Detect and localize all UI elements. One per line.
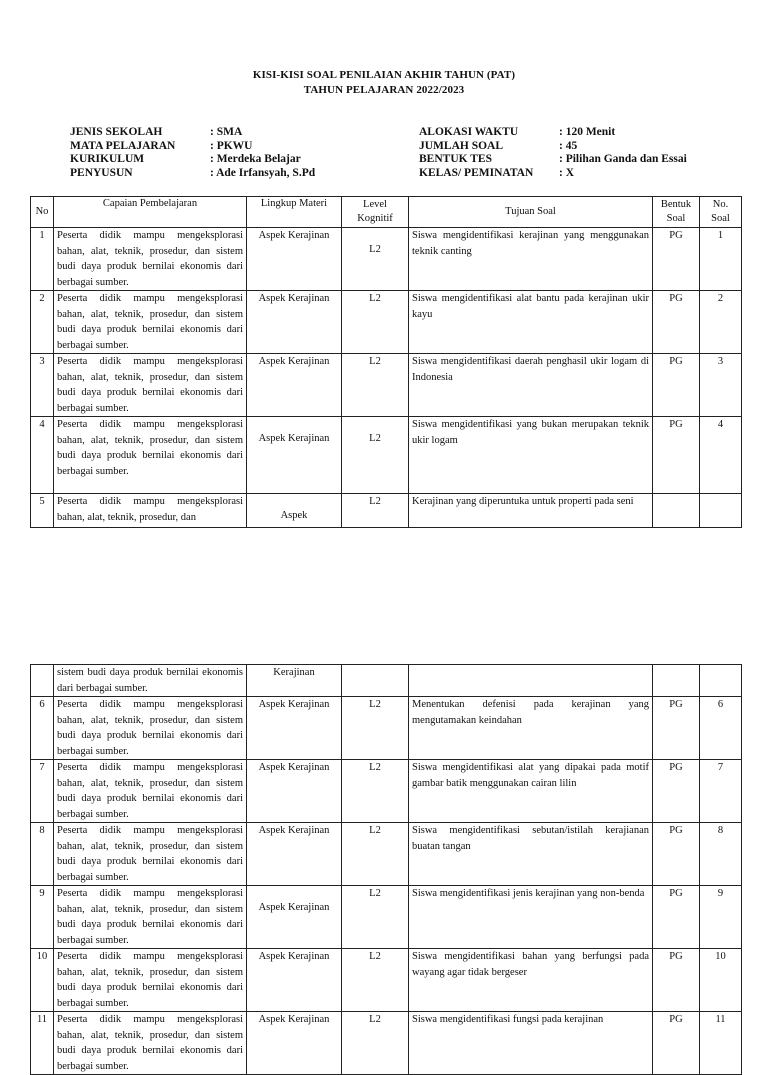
cell-capaian: Peserta didik mampu mengeksplorasi bahan, alat, teknik, prosedur, dan sistem budi daya produk bernilai ekonomis dari berbagai sumber. <box>54 291 247 354</box>
cell-level: L2 <box>342 291 409 354</box>
cell-bentuk: PG <box>653 823 700 886</box>
meta-label: MATA PELAJARAN <box>70 139 176 152</box>
cell-no: 4 <box>31 417 54 494</box>
cell-lingkup: Aspek Kerajinan <box>247 697 342 760</box>
table-row-continued <box>31 665 742 697</box>
meta-left-labels <box>70 126 175 180</box>
cell-nosoal: 2 <box>700 291 742 354</box>
cell-level: L2 <box>342 760 409 823</box>
cell-capaian: Peserta didik mampu mengeksplorasi bahan, alat, teknik, prosedur, dan sistem budi daya produk bernilai ekonomis dari berbagai sumber. <box>54 697 247 760</box>
cell-lingkup: Kerajinan <box>247 665 342 697</box>
cell-lingkup: Aspek Kerajinan <box>247 291 342 354</box>
cell-capaian: Peserta didik mampu mengeksplorasi bahan, alat, teknik, prosedur, dan <box>54 494 247 528</box>
cell-bentuk: PG <box>653 949 700 1012</box>
meta-value: : Ade Irfansyah, S.Pd <box>210 166 316 179</box>
cell-tujuan <box>409 665 653 697</box>
cell-capaian: Peserta didik mampu mengeksplorasi bahan, alat, teknik, prosedur, dan sistem budi daya produk bernilai ekonomis dari berbagai sumber. <box>54 949 247 1012</box>
cell-no: 5 <box>31 494 54 528</box>
cell-lingkup: Aspek Kerajinan <box>247 417 342 494</box>
cell-tujuan: Siswa mengidentifikasi fungsi pada kerajinan <box>409 1012 653 1075</box>
header-bentuk: Bentuk Soal <box>653 197 700 228</box>
table-row <box>31 697 742 760</box>
table-header-row <box>31 197 742 228</box>
header-nosoal: No. Soal <box>700 197 742 228</box>
table-row <box>31 823 742 886</box>
header-no: No <box>31 197 54 228</box>
cell-nosoal: 4 <box>700 417 742 494</box>
cell-capaian: sistem budi daya produk bernilai ekonomis dari berbagai sumber. <box>54 665 247 697</box>
cell-bentuk <box>653 494 700 528</box>
cell-tujuan: Siswa mengidentifikasi yang bukan merupakan teknik ukir logam <box>409 417 653 494</box>
table-row <box>31 354 742 417</box>
cell-capaian: Peserta didik mampu mengeksplorasi bahan, alat, teknik, prosedur, dan sistem budi daya produk bernilai ekonomis dari berbagai sumber. <box>54 760 247 823</box>
cell-no: 7 <box>31 760 54 823</box>
meta-value: : PKWU <box>210 139 253 152</box>
cell-bentuk: PG <box>653 886 700 949</box>
cell-bentuk: PG <box>653 1012 700 1075</box>
table-row <box>31 760 742 823</box>
cell-capaian: Peserta didik mampu mengeksplorasi bahan, alat, teknik, prosedur, dan sistem budi daya produk bernilai ekonomis dari berbagai sumber. <box>54 1012 247 1075</box>
cell-level <box>342 665 409 697</box>
cell-bentuk: PG <box>653 291 700 354</box>
cell-tujuan: Kerajinan yang diperuntuka untuk properti pada seni <box>409 494 653 528</box>
header-tujuan: Tujuan Soal <box>409 197 653 228</box>
cell-bentuk <box>653 665 700 697</box>
cell-lingkup: Aspek Kerajinan <box>247 886 342 949</box>
meta-value: : SMA <box>210 126 243 138</box>
meta-value: : X <box>559 166 575 179</box>
cell-capaian: Peserta didik mampu mengeksplorasi bahan, alat, teknik, prosedur, dan sistem budi daya produk bernilai ekonomis dari berbagai sumber. <box>54 823 247 886</box>
cell-nosoal: 10 <box>700 949 742 1012</box>
cell-no: 11 <box>31 1012 54 1075</box>
table-row <box>31 494 742 528</box>
cell-capaian: Peserta didik mampu mengeksplorasi bahan, alat, teknik, prosedur, dan sistem budi daya produk bernilai ekonomis dari berbagai sumber. <box>54 354 247 417</box>
cell-bentuk: PG <box>653 228 700 291</box>
cell-no <box>31 665 54 697</box>
meta-label: KURIKULUM <box>70 153 145 165</box>
cell-tujuan: Siswa mengidentifikasi kerajinan yang menggunakan teknik canting <box>409 228 653 291</box>
cell-no: 9 <box>31 886 54 949</box>
cell-capaian: Peserta didik mampu mengeksplorasi bahan, alat, teknik, prosedur, dan sistem budi daya produk bernilai ekonomis dari berbagai sumber. <box>54 228 247 291</box>
cell-tujuan: Siswa mengidentifikasi jenis kerajinan yang non-benda <box>409 886 653 949</box>
cell-level: L2 <box>342 697 409 760</box>
cell-nosoal: 1 <box>700 228 742 291</box>
cell-level: L2 <box>342 354 409 417</box>
cell-bentuk: PG <box>653 760 700 823</box>
cell-bentuk: PG <box>653 417 700 494</box>
cell-tujuan: Siswa mengidentifikasi alat yang dipakai pada motif gambar batik menggunakan cairan lilin <box>409 760 653 823</box>
cell-bentuk: PG <box>653 354 700 417</box>
cell-nosoal <box>700 665 742 697</box>
meta-value: : 45 <box>559 139 578 152</box>
document-subtitle: TAHUN PELAJARAN 2022/2023 <box>303 84 465 96</box>
cell-no: 2 <box>31 291 54 354</box>
header-level: Level Kognitif <box>342 197 409 228</box>
cell-lingkup: Aspek Kerajinan <box>247 228 342 291</box>
cell-lingkup: Aspek Kerajinan <box>247 949 342 1012</box>
table-row <box>31 886 742 949</box>
meta-label: BENTUK TES <box>419 153 492 165</box>
meta-label: PENYUSUN <box>70 166 133 179</box>
cell-level: L2 <box>342 823 409 886</box>
meta-value: : 120 Menit <box>559 126 616 138</box>
cell-lingkup: Aspek Kerajinan <box>247 1012 342 1075</box>
kisi-kisi-table-page1 <box>30 196 742 528</box>
cell-nosoal: 7 <box>700 760 742 823</box>
table-row <box>31 417 742 494</box>
meta-value: : Pilihan Ganda dan Essai <box>559 153 687 165</box>
cell-tujuan: Menentukan defenisi pada kerajinan yang mengutamakan keindahan <box>409 697 653 760</box>
table-row <box>31 949 742 1012</box>
meta-left-values <box>210 126 315 180</box>
cell-no: 1 <box>31 228 54 291</box>
cell-level: L2 <box>342 228 409 291</box>
meta-label: ALOKASI WAKTU <box>419 126 519 138</box>
cell-lingkup: Aspek Kerajinan <box>247 823 342 886</box>
cell-nosoal: 8 <box>700 823 742 886</box>
kisi-kisi-table-page2 <box>30 664 742 1075</box>
cell-tujuan: Siswa mengidentifikasi bahan yang berfungsi pada wayang agar tidak bergeser <box>409 949 653 1012</box>
cell-tujuan: Siswa mengidentifikasi daerah penghasil ukir logam di Indonesia <box>409 354 653 417</box>
cell-no: 3 <box>31 354 54 417</box>
meta-label: JENIS SEKOLAH <box>70 126 163 138</box>
meta-label: KELAS/ PEMINATAN <box>419 166 534 179</box>
meta-right-values <box>559 126 687 180</box>
cell-lingkup: Aspek <box>247 494 342 528</box>
document-title: KISI-KISI SOAL PENILAIAN AKHIR TAHUN (PAT) <box>252 69 516 81</box>
meta-label: JUMLAH SOAL <box>419 139 504 152</box>
cell-level: L2 <box>342 417 409 494</box>
meta-value: : Merdeka Belajar <box>210 153 301 165</box>
cell-nosoal: 3 <box>700 354 742 417</box>
cell-level: L2 <box>342 949 409 1012</box>
cell-nosoal: 11 <box>700 1012 742 1075</box>
cell-no: 10 <box>31 949 54 1012</box>
cell-lingkup: Aspek Kerajinan <box>247 760 342 823</box>
cell-level: L2 <box>342 886 409 949</box>
cell-bentuk: PG <box>653 697 700 760</box>
header-lingkup: Lingkup Materi <box>247 197 342 228</box>
cell-tujuan: Siswa mengidentifikasi alat bantu pada kerajinan ukir kayu <box>409 291 653 354</box>
cell-tujuan: Siswa mengidentifikasi sebutan/istilah kerajianan buatan tangan <box>409 823 653 886</box>
cell-no: 6 <box>31 697 54 760</box>
meta-right-labels <box>419 126 533 180</box>
cell-nosoal: 6 <box>700 697 742 760</box>
cell-nosoal <box>700 494 742 528</box>
table-row <box>31 1012 742 1075</box>
cell-lingkup: Aspek Kerajinan <box>247 354 342 417</box>
cell-capaian: Peserta didik mampu mengeksplorasi bahan, alat, teknik, prosedur, dan sistem budi daya produk bernilai ekonomis dari berbagai sumber. <box>54 417 247 494</box>
cell-nosoal: 9 <box>700 886 742 949</box>
cell-capaian: Peserta didik mampu mengeksplorasi bahan, alat, teknik, prosedur, dan sistem budi daya produk bernilai ekonomis dari berbagai sumber. <box>54 886 247 949</box>
cell-level: L2 <box>342 494 409 528</box>
cell-no: 8 <box>31 823 54 886</box>
table-row <box>31 291 742 354</box>
cell-level: L2 <box>342 1012 409 1075</box>
header-capaian: Capaian Pembelajaran <box>54 197 247 228</box>
table-row <box>31 228 742 291</box>
